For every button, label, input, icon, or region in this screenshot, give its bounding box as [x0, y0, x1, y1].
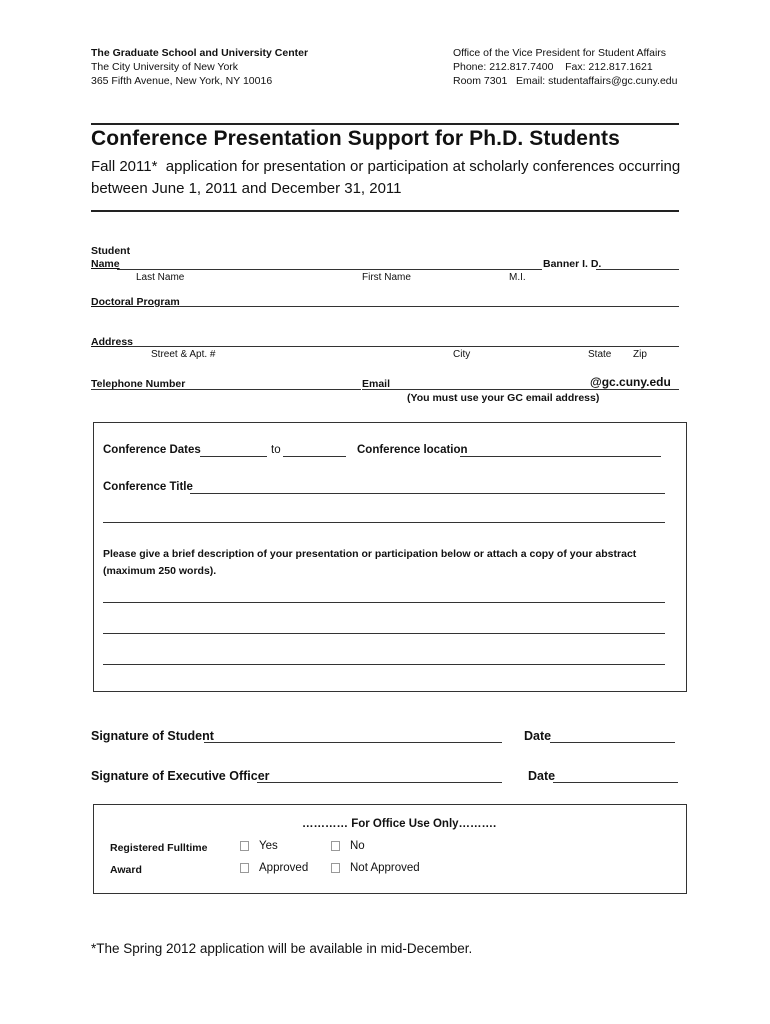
executive-officer-signature-label: Signature of Executive Officer: [91, 769, 270, 783]
award-approved-option[interactable]: [240, 862, 308, 874]
title-top-rule: [91, 123, 679, 125]
conference-end-date-field[interactable]: [283, 456, 346, 457]
registered-yes-option[interactable]: [240, 840, 278, 852]
checkbox-icon[interactable]: [240, 863, 249, 873]
description-line-3[interactable]: [103, 664, 665, 665]
student-date-label: Date: [524, 729, 552, 743]
conference-title-field-line-2[interactable]: [103, 522, 665, 523]
name-label: Name: [91, 258, 120, 270]
mi-caption: M.I.: [509, 272, 526, 283]
executive-officer-signature-field[interactable]: [257, 782, 502, 783]
conference-dates-label: Conference Dates: [103, 444, 201, 456]
description-instructions: Please give a brief description of your presentation or participation below or attach a copy of your abstract: [103, 548, 637, 560]
student-signature-label: Signature of Student: [91, 729, 214, 743]
name-field[interactable]: [117, 269, 542, 270]
officer-date-label: Date: [528, 769, 556, 783]
checkbox-icon[interactable]: [331, 841, 340, 851]
office-phone-fax: Phone: 212.817.7400 Fax: 212.817.1621: [453, 61, 653, 73]
office-room-email: Room 7301 Email: studentaffairs@gc.cuny.edu: [453, 75, 678, 87]
student-date-field[interactable]: [550, 742, 675, 743]
email-domain: @gc.cuny.edu: [590, 375, 671, 389]
doctoral-program-field[interactable]: [170, 306, 679, 307]
first-name-caption: First Name: [362, 272, 411, 283]
page-title: Conference Presentation Support for Ph.D. Students: [91, 127, 620, 150]
last-name-caption: Last Name: [136, 272, 185, 283]
street-caption: Street & Apt. #: [151, 349, 216, 360]
description-line-2[interactable]: [103, 633, 665, 634]
footnote: *The Spring 2012 application will be available in mid-December.: [91, 941, 473, 956]
conference-title-field[interactable]: [190, 493, 665, 494]
state-caption: State: [588, 349, 612, 360]
award-approved-label: Approved: [259, 862, 309, 874]
subtitle-line-1: Fall 2011* application for presentation or participation at scholarly conferences occurring: [91, 158, 681, 175]
doctoral-program-label: Doctoral Program: [91, 296, 180, 308]
registered-no-label: No: [350, 840, 365, 852]
city-caption: City: [453, 349, 471, 360]
description-line-1[interactable]: [103, 602, 665, 603]
email-field[interactable]: [362, 389, 590, 390]
telephone-label: Telephone Number: [91, 378, 186, 390]
address-field[interactable]: [128, 346, 679, 347]
institution-block: [91, 46, 308, 88]
award-not-approved-label: Not Approved: [350, 862, 420, 874]
award-not-approved-option[interactable]: [331, 862, 420, 874]
conference-start-date-field[interactable]: [200, 456, 267, 457]
student-label: Student: [91, 245, 131, 257]
institution-name: The Graduate School and University Center: [91, 47, 309, 59]
checkbox-icon[interactable]: [331, 863, 340, 873]
office-contact-block: [453, 46, 677, 88]
registered-fulltime-label: Registered Fulltime: [110, 842, 208, 854]
student-signature-field[interactable]: [204, 742, 502, 743]
email-label: Email: [362, 378, 391, 390]
conference-location-field[interactable]: [460, 456, 661, 457]
banner-id-label: Banner I. D.: [543, 258, 602, 270]
subtitle-line-2: between June 1, 2011 and December 31, 2011: [91, 180, 402, 197]
conference-title-label: Conference Title: [103, 481, 193, 493]
email-domain-underline: [590, 389, 679, 390]
description-word-limit: (maximum 250 words).: [103, 565, 217, 577]
office-name: Office of the Vice President for Student Affairs: [453, 47, 667, 59]
university-name: The City University of New York: [91, 61, 239, 73]
banner-id-field[interactable]: [596, 269, 679, 270]
title-bottom-rule: [91, 210, 679, 212]
officer-date-field[interactable]: [553, 782, 678, 783]
award-label: Award: [110, 864, 142, 876]
email-note: (You must use your GC email address): [407, 392, 600, 404]
date-to-label: to: [271, 444, 281, 456]
address-label: Address: [91, 336, 134, 348]
zip-caption: Zip: [633, 349, 647, 360]
conference-location-label: Conference location: [357, 444, 468, 456]
office-use-heading: ………… For Office Use Only……….: [302, 818, 497, 830]
registered-yes-label: Yes: [259, 840, 278, 852]
registered-no-option[interactable]: [331, 840, 365, 852]
checkbox-icon[interactable]: [240, 841, 249, 851]
institution-address: 365 Fifth Avenue, New York, NY 10016: [91, 75, 273, 87]
telephone-field[interactable]: [91, 389, 361, 390]
